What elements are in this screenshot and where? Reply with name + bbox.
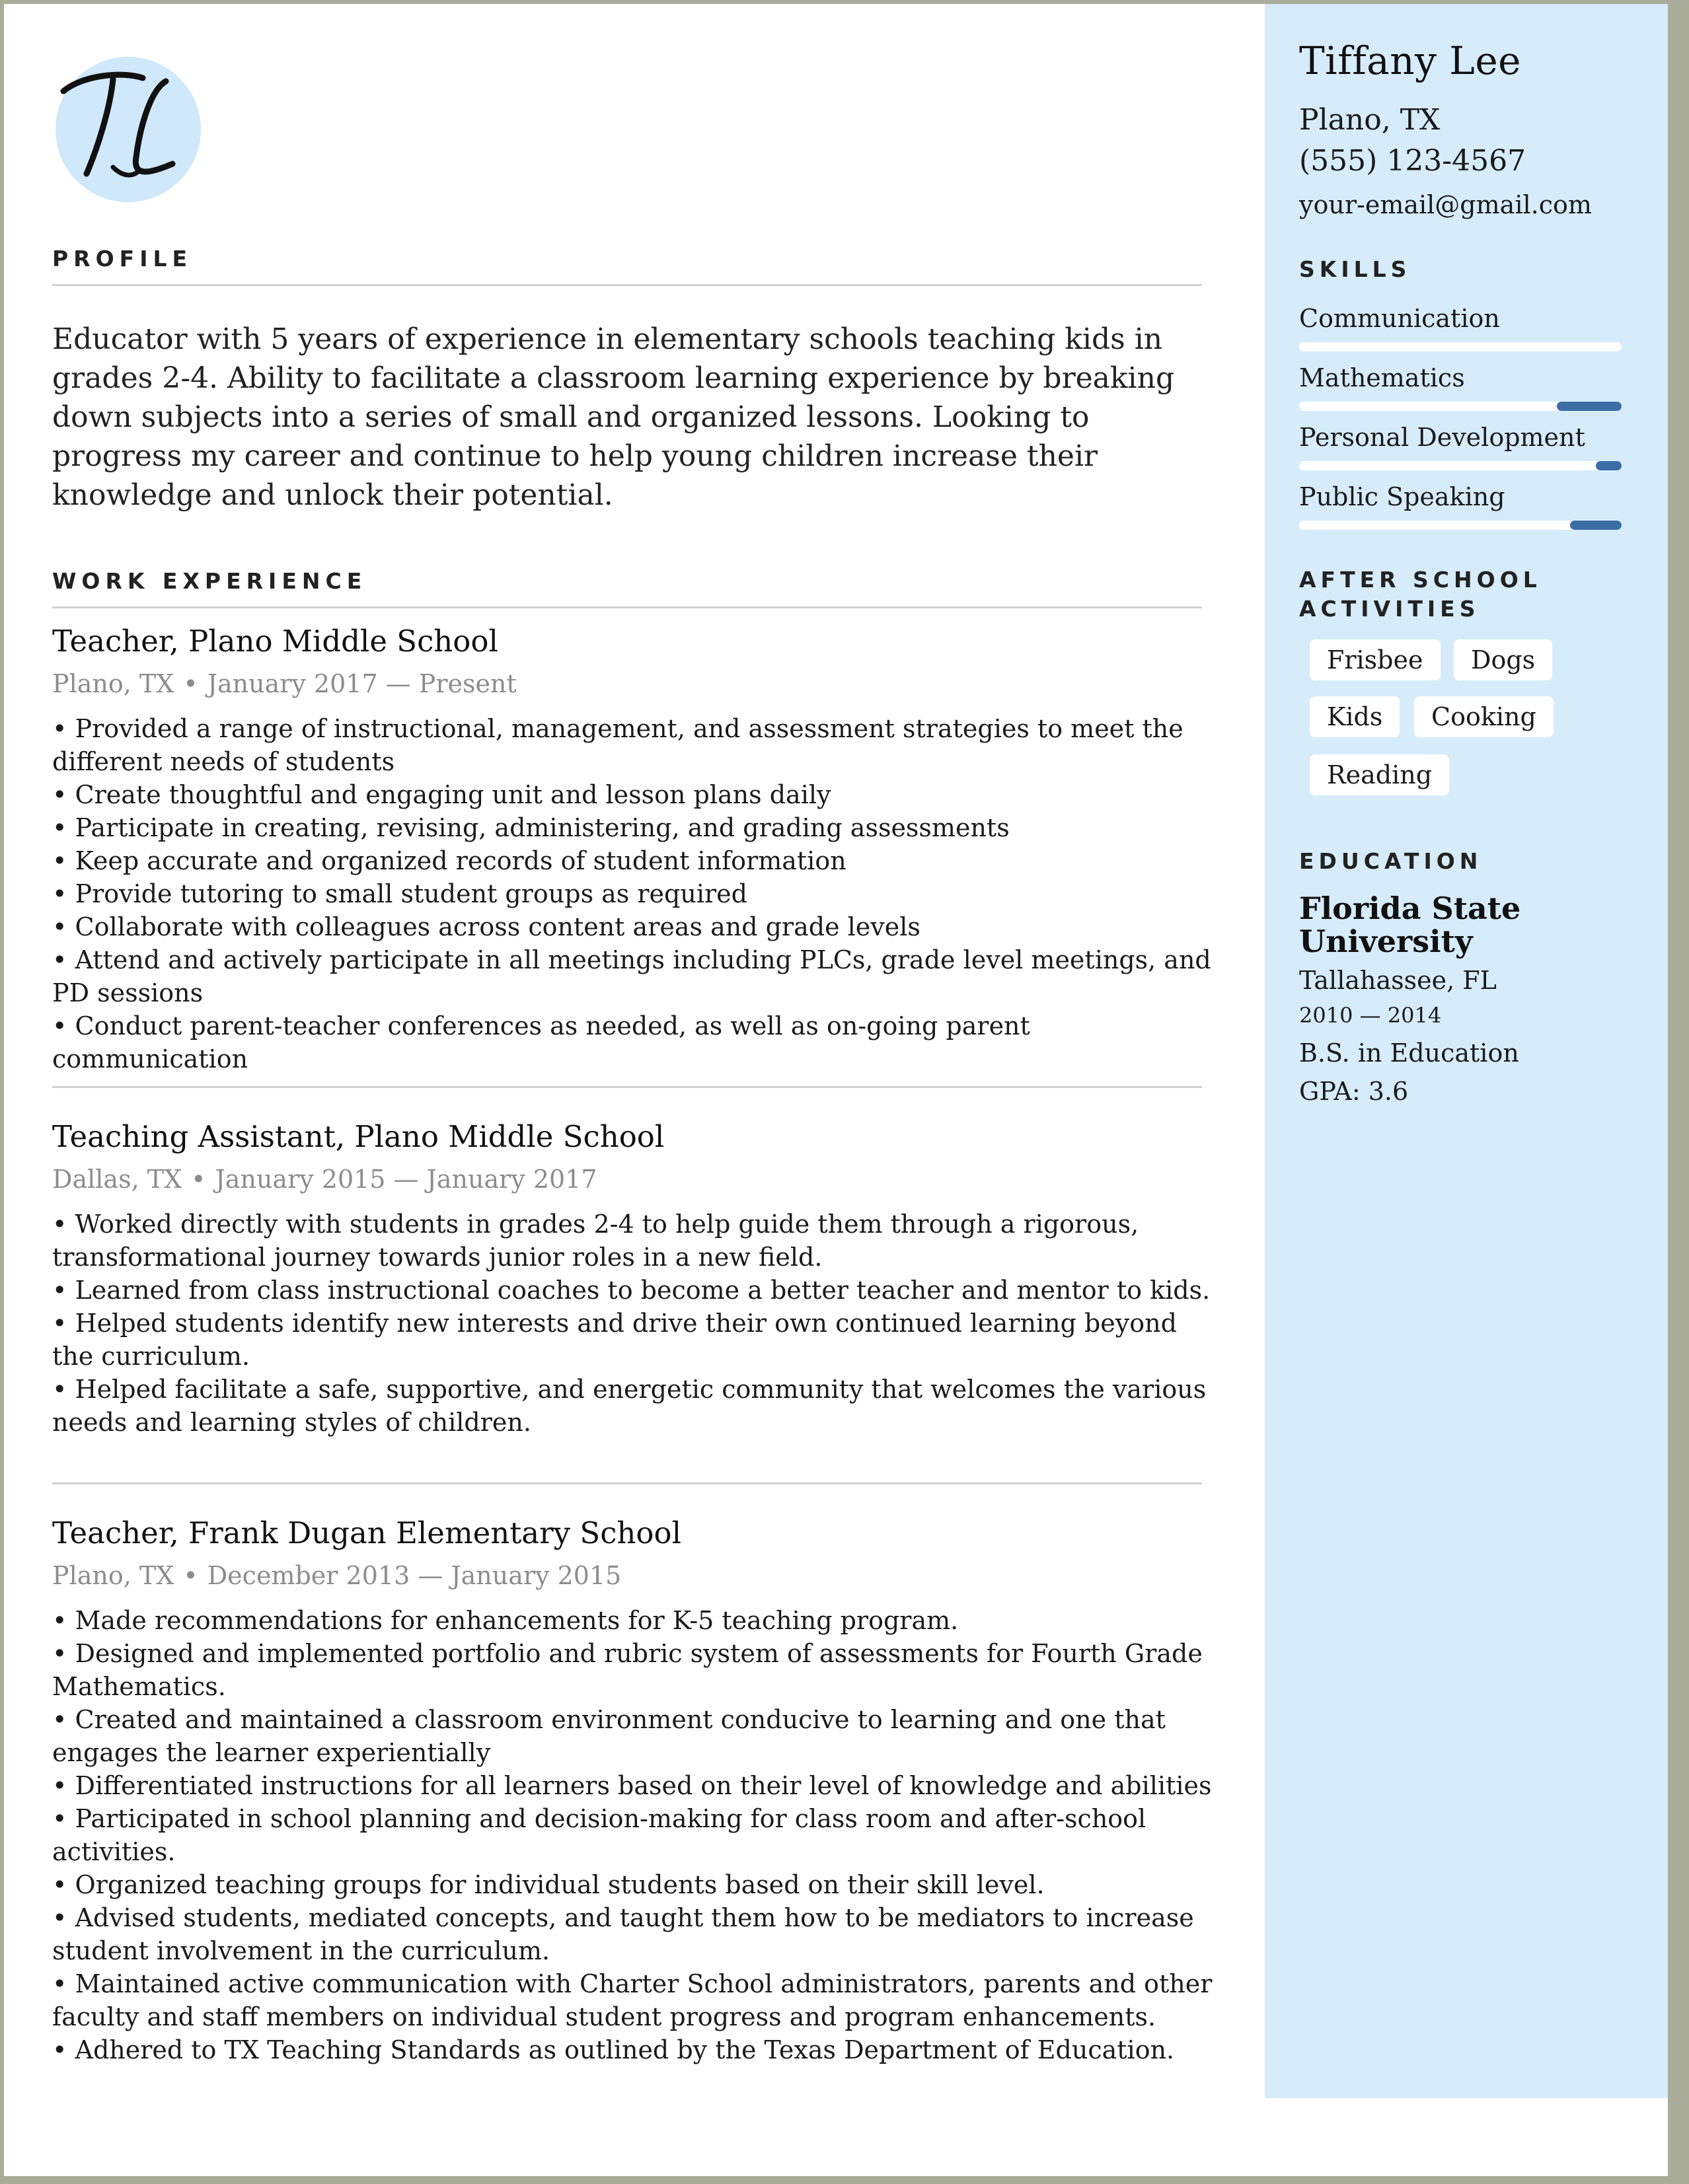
list-item: • Collaborate with colleagues across content areas and grade levels bbox=[52, 910, 1215, 943]
separator-dot: • bbox=[183, 1561, 198, 1590]
profile-divider bbox=[52, 284, 1202, 286]
job-entry bbox=[52, 1118, 1215, 1439]
education-location: Tallahassee, FL bbox=[1299, 966, 1497, 995]
profile-heading: PROFILE bbox=[52, 246, 193, 272]
profile-summary: Educator with 5 years of experience in elementary schools teaching kids in grades 2-4. Ability to facilitate a classroom learning experience by breaking down subjects into a series of small and organized lessons. Looking to progress my career and continue to help young children increase their knowledge and unlock their potential. bbox=[52, 322, 1175, 512]
list-item: • Adhered to TX Teaching Standards as outlined by the Texas Department of Education. bbox=[52, 2033, 1215, 2066]
job-bullets bbox=[52, 1208, 1215, 1439]
job-divider bbox=[52, 1482, 1202, 1484]
job-title: Teacher, Plano Middle School bbox=[52, 624, 498, 659]
skill-bar bbox=[1299, 342, 1622, 351]
job-dates: January 2015 — January 2017 bbox=[215, 1165, 597, 1194]
job-bullets bbox=[52, 712, 1215, 1075]
list-item: • Worked directly with students in grades 2-4 to help guide them through a rigorous, transformational journey towards junior roles in a new field. bbox=[52, 1208, 1215, 1274]
skill-bar-fill bbox=[1570, 521, 1622, 530]
separator-dot: • bbox=[183, 669, 198, 698]
monogram-logo bbox=[50, 52, 202, 203]
job-location: Plano, TX bbox=[52, 669, 174, 698]
activity-tag: Dogs bbox=[1454, 639, 1552, 680]
list-item: • Helped facilitate a safe, supportive, and energetic community that welcomes the various needs and learning styles of children. bbox=[52, 1373, 1215, 1439]
job-title: Teacher, Frank Dugan Elementary School bbox=[52, 1515, 681, 1550]
list-item: • Advised students, mediated concepts, and taught them how to be mediators to increase student involvement in the curriculum. bbox=[52, 1901, 1215, 1967]
list-item: • Helped students identify new interests and drive their own continued learning beyond the curriculum. bbox=[52, 1307, 1215, 1373]
job-meta bbox=[52, 667, 1215, 700]
list-item: • Conduct parent-teacher conferences as needed, as well as on-going parent communication bbox=[52, 1009, 1215, 1075]
job-dates: December 2013 — January 2015 bbox=[207, 1561, 622, 1590]
list-item: • Participate in creating, revising, administering, and grading assessments bbox=[52, 811, 1215, 844]
activities-heading bbox=[1299, 565, 1542, 624]
list-item: • Organized teaching groups for individual students based on their skill level. bbox=[52, 1868, 1215, 1901]
education-degree: B.S. in Education bbox=[1299, 1038, 1519, 1068]
job-entry bbox=[52, 622, 1215, 1075]
skill-bar-fill bbox=[1557, 402, 1622, 411]
skill-bar bbox=[1299, 521, 1622, 530]
activity-tag: Cooking bbox=[1414, 696, 1554, 737]
list-item: • Attend and actively participate in all meetings including PLCs, grade level meetings, and PD sessions bbox=[52, 943, 1215, 1009]
activities-heading-line: ACTIVITIES bbox=[1299, 596, 1480, 622]
job-location: Dallas, TX bbox=[52, 1165, 182, 1194]
contact-phone: (555) 123-4567 bbox=[1299, 144, 1526, 178]
activity-tag: Reading bbox=[1310, 754, 1449, 795]
education-school bbox=[1299, 892, 1603, 958]
activities-heading-line: AFTER SCHOOL bbox=[1299, 567, 1542, 593]
list-item: • Created and maintained a classroom environment conducive to learning and one that engages the learner experientially bbox=[52, 1703, 1215, 1769]
list-item: • Maintained active communication with Charter School administrators, parents and other faculty and staff members on individual student progress and program enhancements. bbox=[52, 1967, 1215, 2033]
resume-page bbox=[4, 4, 1668, 2176]
contact-location: Plano, TX bbox=[1299, 103, 1441, 137]
job-meta bbox=[52, 1559, 1215, 1592]
job-location: Plano, TX bbox=[52, 1561, 174, 1590]
work-experience-heading: WORK EXPERIENCE bbox=[52, 568, 367, 594]
list-item: • Keep accurate and organized records of student information bbox=[52, 844, 1215, 877]
list-item: • Create thoughtful and engaging unit and lesson plans daily bbox=[52, 778, 1215, 811]
job-divider bbox=[52, 1086, 1202, 1088]
skill-bar-fill bbox=[1596, 461, 1622, 470]
education-gpa: GPA: 3.6 bbox=[1299, 1077, 1409, 1106]
education-years: 2010 — 2014 bbox=[1299, 1003, 1442, 1028]
list-item: • Learned from class instructional coaches to become a better teacher and mentor to kids. bbox=[52, 1274, 1215, 1307]
job-bullets bbox=[52, 1604, 1215, 2066]
contact-email: your-email@gmail.com bbox=[1299, 190, 1592, 219]
education-heading: EDUCATION bbox=[1299, 848, 1483, 874]
skill-bar bbox=[1299, 461, 1622, 470]
monogram-letters bbox=[50, 52, 202, 203]
separator-dot: • bbox=[191, 1165, 206, 1194]
list-item: • Provide tutoring to small student groups as required bbox=[52, 877, 1215, 910]
job-dates: January 2017 — Present bbox=[207, 669, 517, 698]
activity-tag: Kids bbox=[1310, 696, 1400, 737]
skill-label: Mathematics bbox=[1299, 363, 1465, 392]
education-school-line: Florida State bbox=[1299, 891, 1521, 926]
job-title: Teaching Assistant, Plano Middle School bbox=[52, 1119, 665, 1154]
job-meta bbox=[52, 1163, 1215, 1196]
list-item: • Made recommendations for enhancements for K-5 teaching program. bbox=[52, 1604, 1215, 1637]
skills-heading: SKILLS bbox=[1299, 256, 1411, 282]
job-entry bbox=[52, 1514, 1215, 2066]
list-item: • Designed and implemented portfolio and rubric system of assessments for Fourth Grade Mathematics. bbox=[52, 1637, 1215, 1703]
skill-bar bbox=[1299, 402, 1622, 411]
skill-label: Communication bbox=[1299, 304, 1500, 333]
skill-label: Personal Development bbox=[1299, 423, 1585, 452]
candidate-name: Tiffany Lee bbox=[1299, 38, 1521, 83]
list-item: • Differentiated instructions for all learners based on their level of knowledge and abilities bbox=[52, 1769, 1215, 1802]
list-item: • Provided a range of instructional, management, and assessment strategies to meet the different needs of students bbox=[52, 712, 1215, 778]
education-school-line: University bbox=[1299, 924, 1473, 959]
activity-tag: Frisbee bbox=[1310, 639, 1441, 680]
skill-label: Public Speaking bbox=[1299, 482, 1505, 511]
work-experience-divider bbox=[52, 606, 1202, 608]
list-item: • Participated in school planning and decision-making for class room and after-school activities. bbox=[52, 1802, 1215, 1868]
